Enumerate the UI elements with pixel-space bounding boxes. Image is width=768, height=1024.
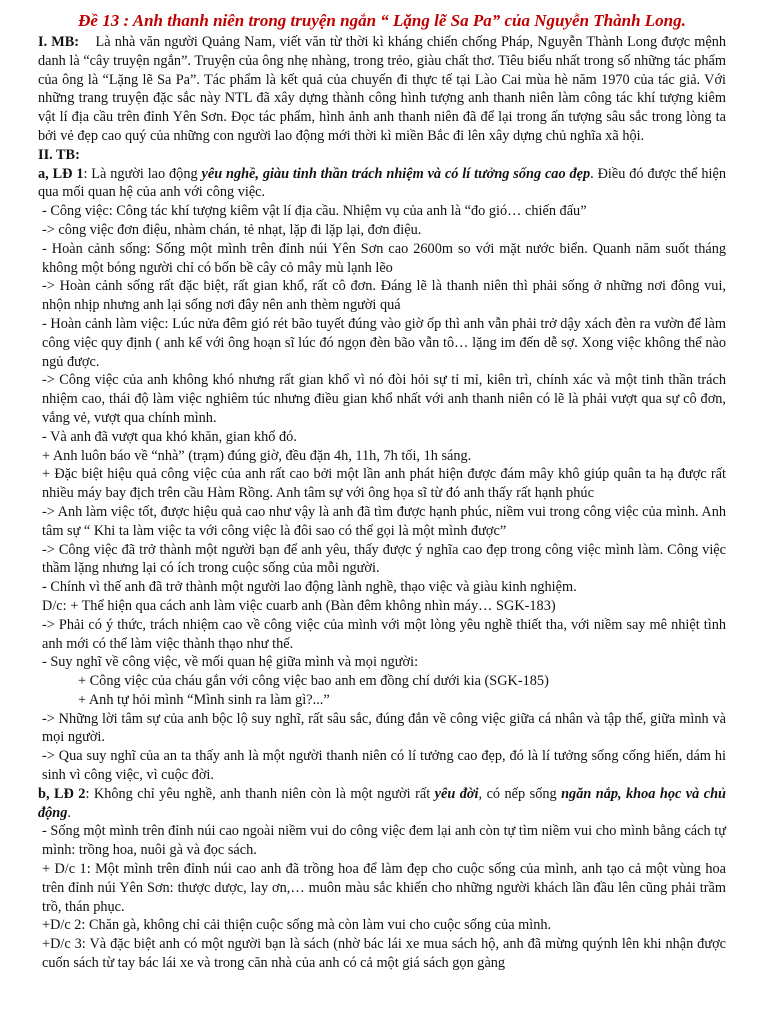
text-line: -> Hoàn cảnh sống rất đặc biệt, rất gian khổ, rất cô đơn. Đáng lẽ là thanh niên thì phải sống ở những nơi đông vui, nhộn nhịp nhưng anh lại sống nơi đây nên anh thèm người quá: [42, 278, 726, 314]
text-line: + Công việc của cháu gắn với công việc bao anh em đồng chí dưới kia (SGK-185): [78, 673, 549, 690]
ld2-emphasis-2: ngăn nắp, khoa học và chủ động: [38, 785, 726, 821]
ld2-post: .: [67, 804, 71, 821]
text-line: -> Phải có ý thức, trách nhiệm cao về công việc của mình với một lòng yêu nghề thiết tha, với niềm say mê nhiệt tình anh mới có thể làm việc thành thạo như thế.: [42, 616, 726, 652]
mb-paragraph: [38, 33, 726, 146]
document-title: Đề 13 : Anh thanh niên trong truyện ngắn “ Lặng lẽ Sa Pa” của Nguyễn Thành Long.: [78, 11, 686, 30]
mb-heading: I. MB:: [38, 34, 80, 50]
document-page: [38, 10, 726, 973]
text-line: + Anh luôn báo về “nhà” (trạm) đúng giờ, đều đặn 4h, 11h, 7h tối, 1h sáng.: [42, 447, 472, 464]
ld1-subpoints: [38, 672, 726, 710]
text-line: - Hoàn cảnh sống: Sống một mình trên đỉnh núi Yên Sơn cao 2600m so với mặt nước biển. Quanh năm suốt tháng không một bóng người chỉ có bốn bề cây cỏ mây mù lạnh lẽo: [42, 240, 726, 276]
text-line: D/c: + Thể hiện qua cách anh làm việc cuarb anh (Bàn đêm không nhìn máy… SGK-183): [42, 597, 556, 614]
ld1-emphasis: yêu nghề, giàu tinh thần trách nhiệm và có lí tưởng sống cao đẹp: [201, 165, 591, 182]
tb-heading: II. TB:: [38, 146, 80, 163]
text-line: -> Công việc đã trở thành một người bạn để anh yêu, thấy được ý nghĩa cao đẹp trong công việc mình làm. Công việc thầm lặng nhưng lại có ích trong cuộc sống của mỗi người.: [42, 541, 726, 577]
text-line: + Đặc biệt hiệu quả công việc của anh rất cao bởi một lần anh phát hiện được đám mây khô giúp quân ta hạ được rất nhiều máy bay địch trên cầu Hàm Rồng. Anh tâm sự với ông họa sĩ từ đó anh thấy rất hạnh phúc: [42, 466, 726, 502]
text-line: -> công việc đơn điệu, nhàm chán, tẻ nhạt, lặp đi lặp lại, đơn điệu.: [42, 221, 422, 238]
ld1-pre: : Là người lao động: [83, 165, 202, 182]
ld1-label: a, LĐ 1: [38, 165, 84, 182]
text-line: - Và anh đã vượt qua khó khăn, gian khổ đó.: [42, 428, 297, 445]
ld1-points: [38, 202, 726, 672]
ld2-emphasis-1: yêu đời: [434, 785, 479, 802]
text-line: +D/c 3: Và đặc biệt anh có một người bạn là sách (nhờ bác lái xe mua sách hộ, anh đã mừng quýnh lên khi nhận được cuốn sách từ tay bác lái xe và trong căn nhà của anh có cả một giá sách gọn gàng: [42, 936, 726, 972]
text-line: - Hoàn cảnh làm việc: Lúc nửa đêm gió rét bão tuyết đúng vào giờ ốp thì anh vẫn phải trở dậy xách đèn ra vườn để làm công việc quy định ( anh kể với ông hoạn sĩ lúc đó ngọn đèn bão vẫn tô… lặng im đến dễ sợ. Xong việc không thể nào ngủ được.: [42, 315, 726, 370]
mb-text: Là nhà văn người Quảng Nam, viết văn từ thời kì kháng chiến chống Pháp, Nguyễn Thành Long được mệnh danh là “cây truyện ngắn”. Truyện của ông nhẹ nhàng, trong trẻo, giàu chất thơ. Tiêu biểu nhất trong số những tác phẩm của ông là “Lặng lẽ Sa Pa”. Tác phẩm là kết quả của chuyến đi thực tế tại Lào Cai mùa hè năm 1970 của tác giả. Với những trang truyện đặc sắc này NTL đã xây dựng thành công hình tượng anh thanh niên làm công tác khí tượng kiêm vật lí địa cầu trên đỉnh Yên Sơn. Đọc tác phẩm, hình ảnh anh thanh niên đã để lại trong ấn tượng sâu sắc trong lòng ta bởi vẻ đẹp cao quý của những con người lao động mới thời kì miền Bắc đi lên xây dựng chủ nghĩa xã hội.: [38, 34, 726, 144]
text-line: +D/c 2: Chăn gà, không chỉ cải thiện cuộc sống mà còn làm vui cho cuộc sống của mình.: [42, 917, 552, 934]
ld2-label: b, LĐ 2: [38, 785, 86, 802]
text-line: - Công việc: Công tác khí tượng kiêm vật lí địa cầu. Nhiệm vụ của anh là “đo gió… chiến đấu”: [42, 203, 587, 220]
ld2-points: [38, 822, 726, 972]
text-line: -> Anh làm việc tốt, được hiệu quả cao như vậy là anh đã tìm được hạnh phúc, niềm vui trong công việc của mình. Anh tâm sự “ Khi ta làm việc ta với công việc là đôi sao có thể gọi là một mình được”: [42, 503, 726, 539]
text-line: -> Qua suy nghĩ của an ta thấy anh là một người thanh niên có lí tưởng cao đẹp, đó là lí tưởng sống cống hiến, dám hi sinh vì công việc, vì cuộc đời.: [42, 748, 726, 784]
ld1-conclusions: [38, 710, 726, 785]
text-line: -> Công việc của anh không khó nhưng rất gian khổ vì nó đòi hỏi sự tỉ mỉ, kiên trì, chính xác và một tinh thần trách nhiệm cao, thái độ làm việc nghiêm túc nhưng điều gian khổ nhất với anh thanh niên có lẽ là phải vượt qua sự cô đơn, vắng vẻ, vượt qua chính mình.: [42, 372, 726, 426]
text-line: + Anh tự hỏi mình “Mình sinh ra làm gì?...”: [78, 691, 330, 708]
text-line: -> Những lời tâm sự của anh bộc lộ suy nghĩ, rất sâu sắc, đúng đắn về công việc giữa cá nhân và tập thể, giữa mình và mọi người.: [42, 710, 726, 746]
text-line: - Suy nghĩ về công việc, về mối quan hệ giữa mình và mọi người:: [42, 654, 419, 671]
ld1-paragraph: [38, 165, 726, 203]
text-line: - Chính vì thế anh đã trở thành một người lao động lành nghề, thạo việc và giàu kinh nghiệm.: [42, 579, 577, 596]
text-line: + D/c 1: Một mình trên đỉnh núi cao anh đã trồng hoa để làm đẹp cho cuộc sống của mình, anh tạo cả một vùng hoa trên đỉnh núi Yên Sơn: thược dược, lay ơn,… muôn màu sắc khiến cho những người khách lần đầu lên cũng phải trầm trồ, thán phục.: [42, 861, 726, 915]
ld1-post: . Điều đó được thể hiện qua mối quan hệ của anh với công việc.: [38, 165, 726, 201]
ld2-pre: : Không chỉ yêu nghề, anh thanh niên còn là một người rất: [85, 785, 435, 802]
ld2-mid: , có nếp sống: [478, 785, 562, 802]
text-line: - Sống một mình trên đỉnh núi cao ngoài niềm vui do công việc đem lại anh còn tự tìm niềm vui cho mình bằng cách tự mình: trồng hoa, nuôi gà và đọc sách.: [42, 823, 726, 859]
ld2-paragraph: [38, 785, 726, 823]
